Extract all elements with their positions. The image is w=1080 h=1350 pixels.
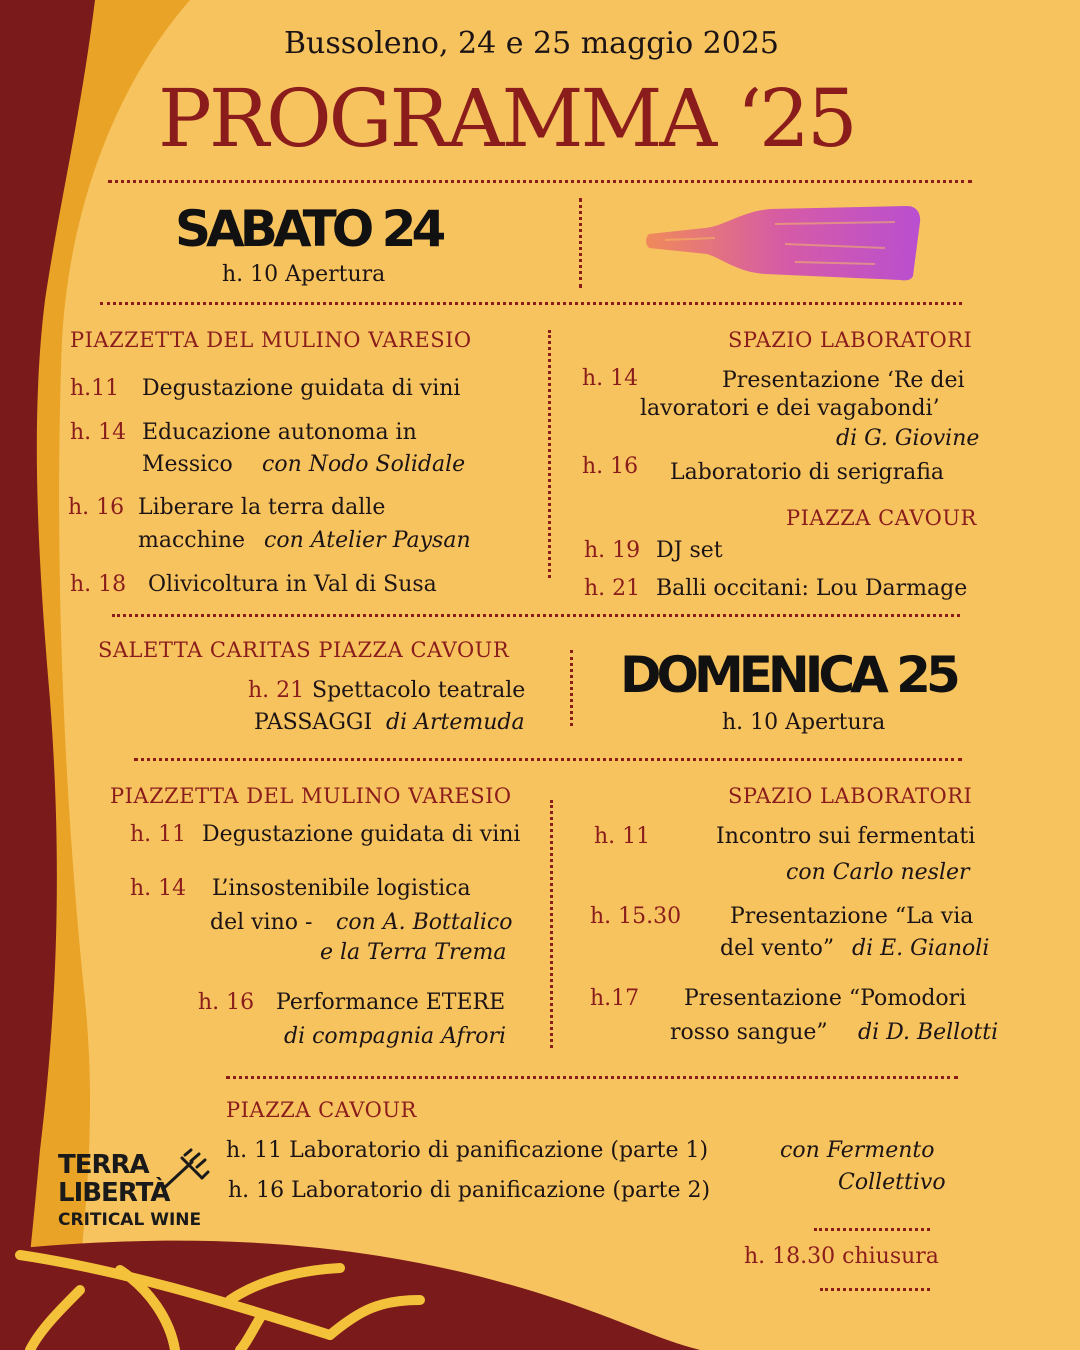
divider [108,180,972,183]
logo-line-critical-wine: CRITICAL WINE [58,1210,202,1230]
divider [814,1228,930,1231]
event-time: h. 11 [594,824,651,849]
section-title: PIAZZETTA DEL MULINO VARESIO [70,328,472,352]
event-author: di Artemuda [386,710,525,735]
event-author: di E. Gianoli [852,936,990,961]
event-time: h. 16 [68,495,125,520]
event-title: del vino - [210,910,313,935]
day-title-sunday: DOMENICA 25 [620,646,956,704]
bottom-red-hill [0,1241,700,1350]
event-time: h. 19 [584,538,641,563]
event-title: Spettacolo teatrale [312,678,526,703]
closing-time: h. 18.30 chiusura [744,1244,939,1269]
event-time: h. 18 [70,572,127,597]
event-title: DJ set [656,538,723,563]
event-title: del vento” [720,936,835,961]
opening-sunday: h. 10 Apertura [722,710,886,735]
divider [100,302,962,305]
event-title: Laboratorio di serigrafia [670,460,945,485]
event-with: Collettivo [838,1170,946,1195]
event-item: h. 16 Laboratorio di panificazione (parte 2) [228,1178,711,1203]
event-title: macchine [138,528,246,553]
location-date: Bussoleno, 24 e 25 maggio 2025 [284,26,780,61]
event-show: PASSAGGI [254,710,373,735]
event-time: h. 11 [130,822,187,847]
section-title: PIAZZETTA DEL MULINO VARESIO [110,784,512,808]
event-title: Presentazione “La via [730,904,974,929]
event-with: e la Terra Trema [320,940,507,965]
divider-vertical [579,198,582,288]
event-time: h. 16 [582,454,639,479]
event-title: Degustazione guidata di vini [202,822,521,847]
event-author: di D. Bellotti [858,1020,999,1045]
event-title: rosso sangue” [670,1020,828,1045]
logo-line-terra: TERRA [58,1150,149,1180]
event-title: Balli occitani: Lou Darmage [656,576,968,601]
event-time: h. 21 [248,678,305,703]
event-title: Degustazione guidata di vini [142,376,461,401]
divider [134,758,962,761]
opening-saturday: h. 10 Apertura [222,262,386,287]
divider-vertical [548,330,551,578]
day-title-saturday: SABATO 24 [175,200,442,258]
bottle-icon [645,204,925,282]
event-title: L’insostenibile logistica [212,876,471,901]
event-time: h.11 [70,376,120,401]
divider [226,1076,958,1079]
event-with: con Atelier Paysan [264,528,471,553]
logo [40,1148,210,1244]
event-time: h.17 [590,986,640,1011]
section-title: SPAZIO LABORATORI [728,328,973,352]
event-time: h. 16 [198,990,255,1015]
event-with: con A. Bottalico [336,910,513,935]
event-with: con Fermento [780,1138,935,1163]
event-title: Messico [142,452,233,477]
section-title: PIAZZA CAVOUR [226,1098,417,1122]
event-time: h. 14 [70,420,127,445]
event-title: lavoratori e dei vagabondi’ [640,396,940,421]
event-title: Olivicoltura in Val di Susa [148,572,437,597]
event-time: h. 21 [584,576,641,601]
divider [112,614,960,617]
event-title: Presentazione “Pomodori [684,986,967,1011]
divider [820,1288,930,1291]
section-title: SPAZIO LABORATORI [728,784,973,808]
event-title: Performance ETERE [276,990,506,1015]
event-title: Educazione autonoma in [142,420,417,445]
logo-mark: e [44,1168,62,1203]
event-time: h. 14 [582,366,639,391]
event-with: con Carlo nesler [786,860,970,885]
event-title: Liberare la terra dalle [138,495,386,520]
divider-vertical [570,650,573,726]
event-author: di G. Giovine [836,426,980,451]
logo-line-liberta: LIBERTÀ [58,1178,170,1208]
event-author: di compagnia Afrori [284,1024,507,1049]
section-title: PIAZZA CAVOUR [786,506,977,530]
divider-vertical [550,800,553,1048]
pitchfork-icon [158,1148,210,1194]
event-title: Incontro sui fermentati [716,824,976,849]
event-item: h. 11 Laboratorio di panificazione (parte 1) [226,1138,709,1163]
page-title: PROGRAMMA ‘25 [158,72,855,165]
section-title: SALETTA CARITAS PIAZZA CAVOUR [98,638,510,662]
event-time: h. 15.30 [590,904,682,929]
event-time: h. 14 [130,876,187,901]
event-with: con Nodo Solidale [262,452,466,477]
event-title: Presentazione ‘Re dei [722,368,965,393]
